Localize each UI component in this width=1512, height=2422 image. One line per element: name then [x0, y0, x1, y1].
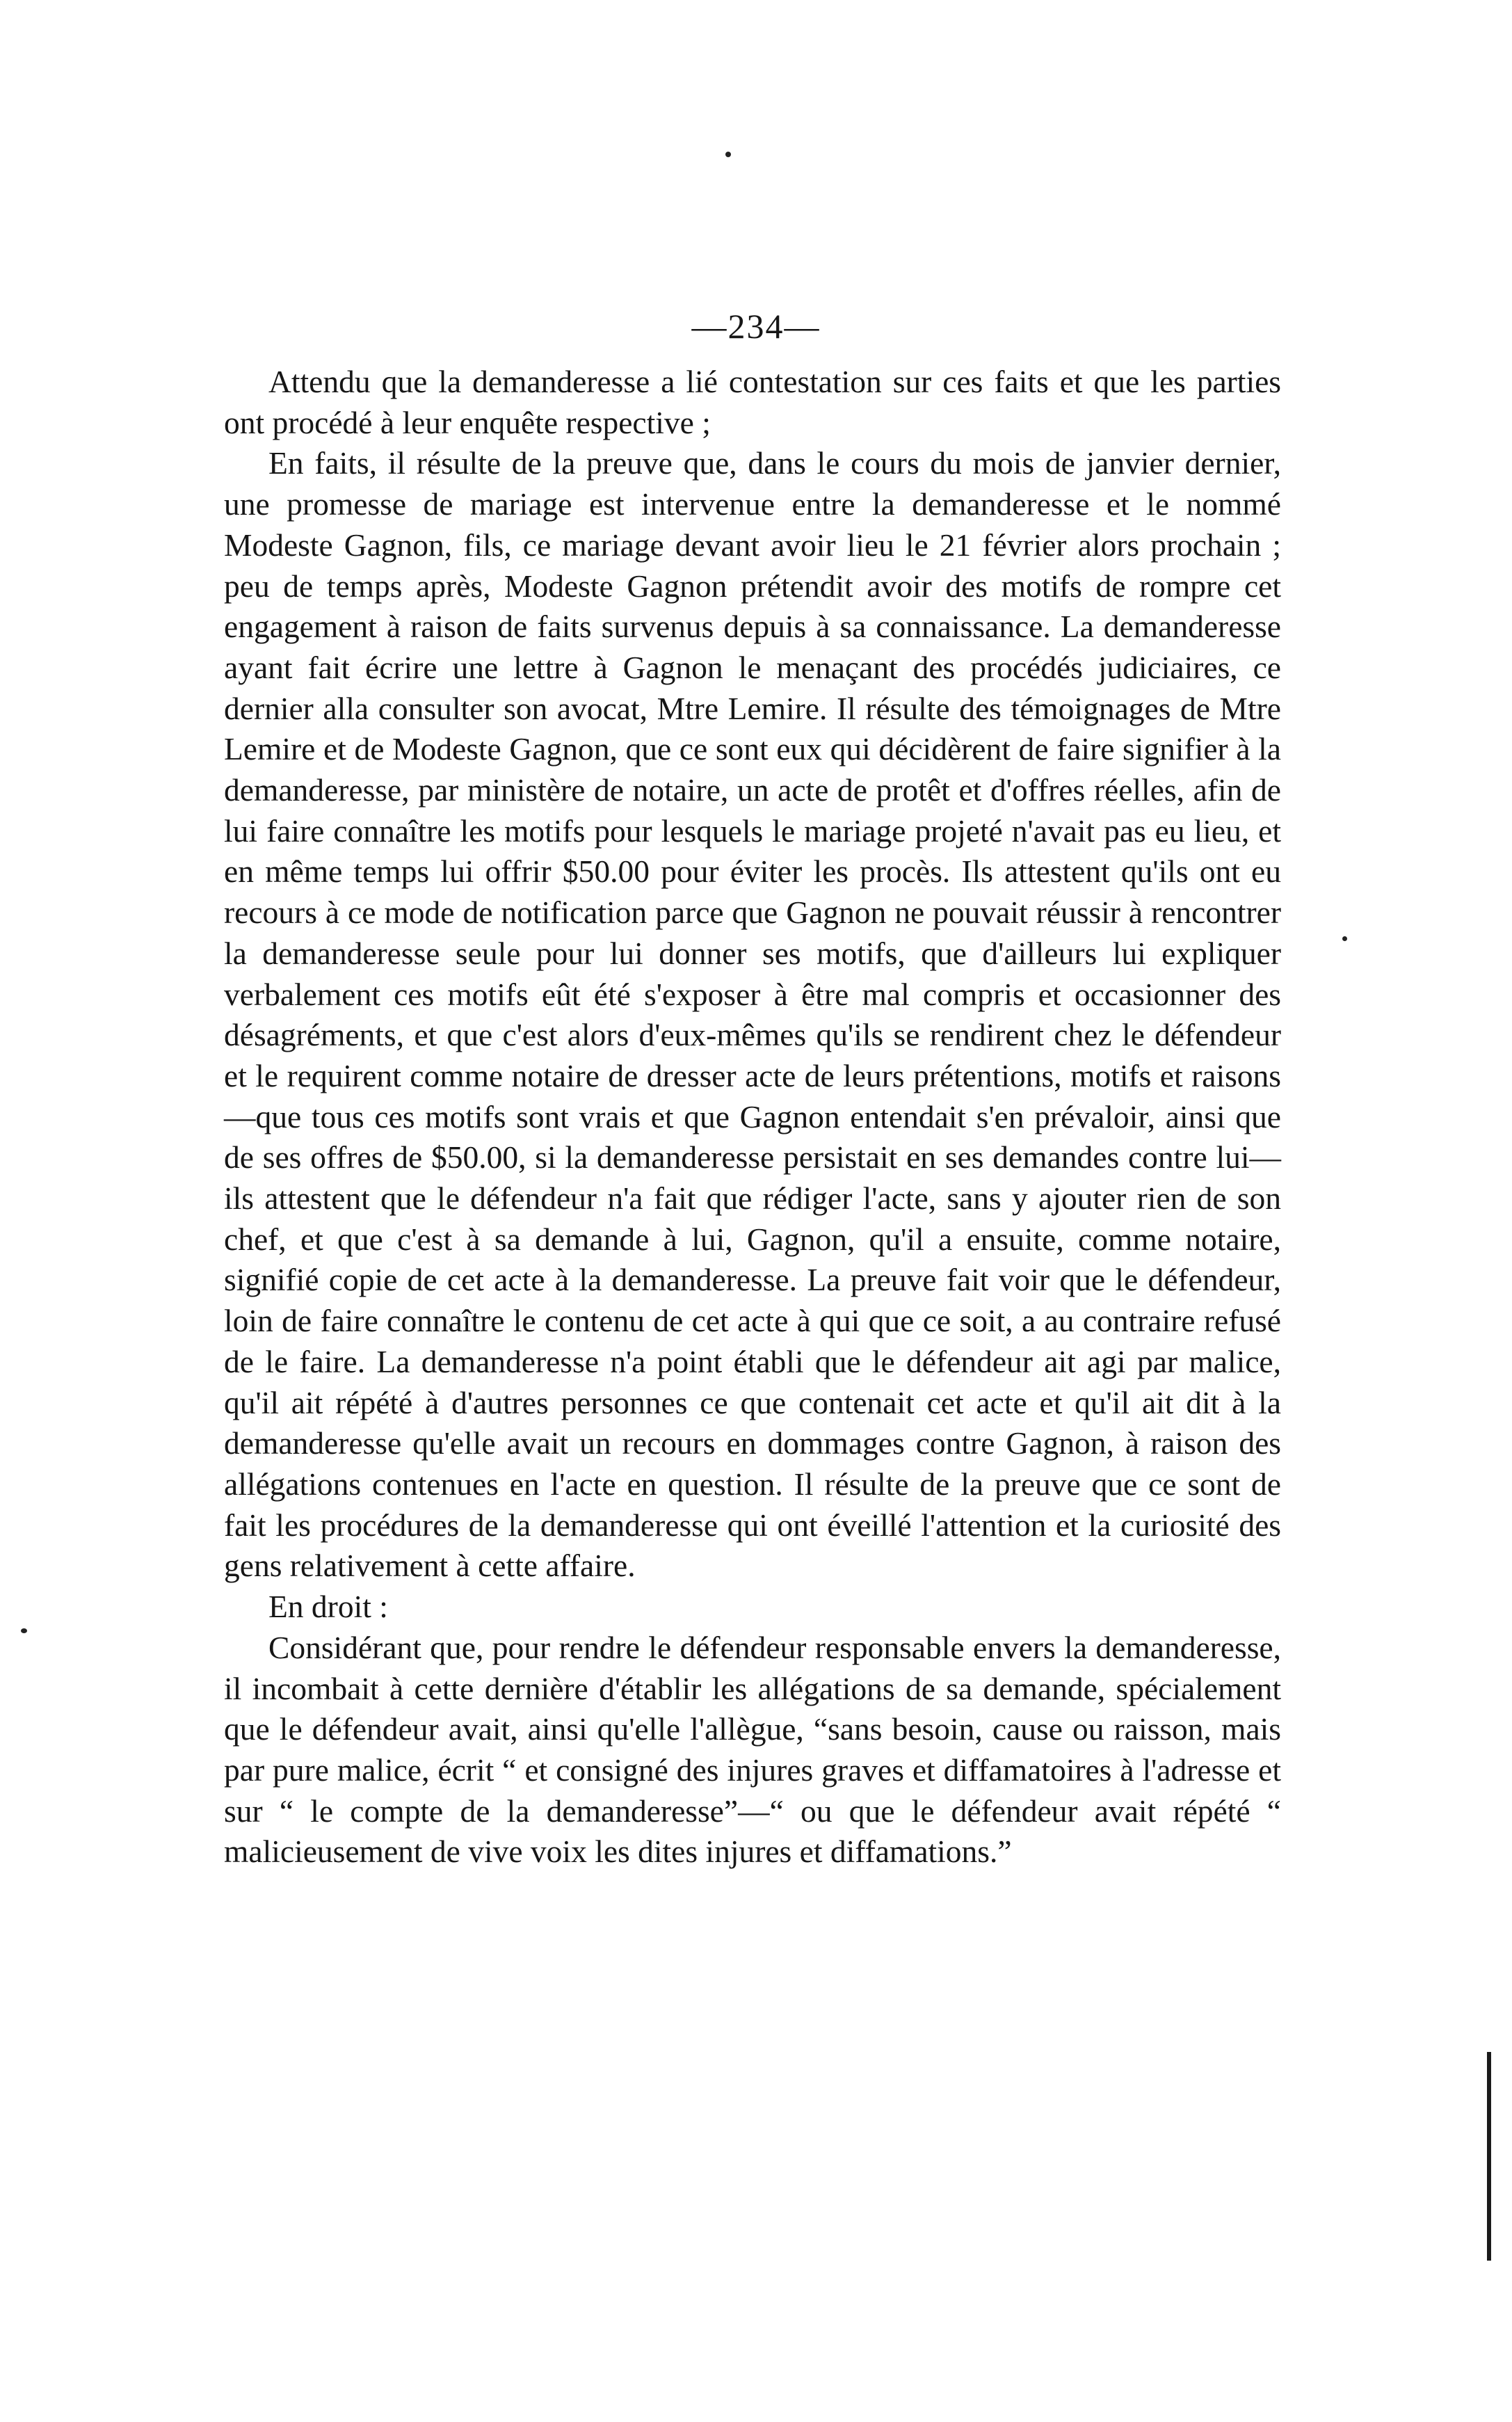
page-edge-mark — [1487, 2052, 1491, 2261]
paragraph-considerant: Considérant que, pour rendre le défendeur responsable envers la demanderesse, il incombait à cette dernière d'établir les allégations de sa demande, spécialement que le défendeur avait, ainsi qu'elle l'allègue, “sans besoin, cause ou raisson, mais par pure malice, écrit “ et consigné des injures graves et diffamatoires à l'adresse et sur “ le compte de la demanderesse”—“ ou que le défendeur avait répété “ malicieusement de vive voix les dites injures et diffamations.” — [224, 1629, 1281, 1870]
paragraph-en-faits: En faits, il résulte de la preuve que, dans le cours du mois de janvier dernier, une promesse de mariage est intervenue entre la demanderesse et le nommé Modeste Gagnon, fils, ce mariage devant avoir lieu le 21 février alors prochain ; peu de temps après, Modeste Gagnon prétendit avoir des motifs de rompre cet engagement à raison de faits survenus depuis à sa connaissance. La demanderesse ayant fait écrire une lettre à Gagnon le menaçant des procédés judiciaires, ce dernier alla consulter son avocat, Mtre Lemire. Il résulte des témoignages de Mtre Lemire et de Modeste Gagnon, que ce sont eux qui décidèrent de faire signifier à la demanderesse, par ministère de notaire, un acte de protêt et d'offres réelles, afin de lui faire connaître les motifs pour lesquels le mariage projeté n'avait pas eu lieu, et en même temps lui offrir $50.00 pour éviter les procès. Ils attestent qu'ils ont eu recours à ce mode de notification parce que Gagnon ne pouvait réussir à rencontrer la demanderesse seule pour lui donner ses motifs, que d'ailleurs lui expliquer verbalement ces motifs eût été s'exposer à être mal compris et occasionner des désagréments, et que c'est alors d'eux-mêmes qu'ils se rendirent chez le défendeur et le requirent comme notaire de dresser acte de leurs prétentions, motifs et raisons—que tous ces motifs sont vrais et que Gagnon entendait s'en prévaloir, ainsi que de ses offres de $50.00, si la demanderesse persistait en ses demandes contre lui—ils attestent que le défendeur n'a fait que rédiger l'acte, sans y ajouter rien de son chef, et que c'est à sa demande à lui, Gagnon, qu'il a ensuite, comme notaire, signifié copie de cet acte à la demanderesse. La preuve fait voir que le défendeur, loin de faire connaître le contenu de cet acte à qui que ce soit, a au contraire refusé de le faire. La demanderesse n'a point établi que le défendeur ait agi par malice, qu'il ait répété à d'autres personnes ce que contenait cet acte et qu'il ait dit à la demanderesse qu'elle avait un recours en dommages contre Gagnon, à raison des allégations contenues en l'acte en question. Il résulte de la preuve que ce sont de fait les procédures de la demanderesse qui ont éveillé l'attention et la curiosité des gens relativement à cette affaire. — [224, 445, 1281, 1584]
ink-speck — [1342, 936, 1347, 941]
page-number: —234— — [691, 307, 821, 346]
ink-speck — [725, 152, 731, 157]
heading-en-droit: En droit : — [268, 1589, 388, 1625]
paragraph-attendu: Attendu que la demanderesse a lié contestation sur ces faits et que les parties ont procédé à leur enquête respective ; — [224, 364, 1281, 440]
ink-speck — [21, 1628, 27, 1633]
body-text — [224, 362, 1281, 1872]
